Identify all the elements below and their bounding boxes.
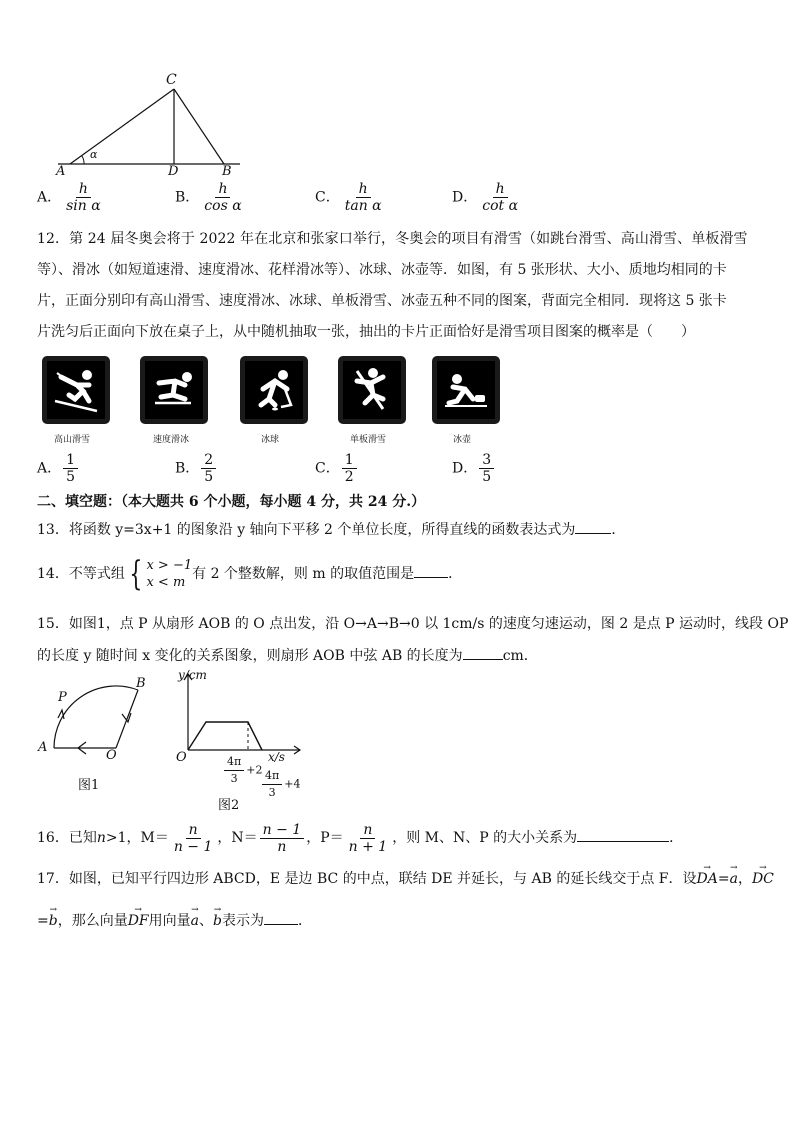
q12-c-den: 2 xyxy=(344,469,354,485)
speed-skating-icon xyxy=(145,361,203,419)
q11-option-a[interactable]: A． $\frac{h}{\text{sin α}}$ xyxy=(37,181,106,214)
fig2-x-label: x/s xyxy=(268,750,285,764)
q12-option-a[interactable]: A． $\frac{1}{5}$ xyxy=(37,452,80,485)
fig2-origin: O xyxy=(176,750,187,765)
n-fraction: $\frac{n - 1}{n}$ xyxy=(260,822,305,855)
card-curling xyxy=(432,356,500,424)
q12-b-den: 5 xyxy=(204,469,214,485)
vector-dc: → DC xyxy=(752,869,774,889)
card-ice-hockey xyxy=(240,356,308,424)
q14-row1: x > −1 xyxy=(146,558,193,573)
label-a: A xyxy=(56,164,66,179)
q11-c-num: h xyxy=(356,181,371,198)
card-snowboard xyxy=(338,356,406,424)
ice-hockey-icon xyxy=(245,361,303,419)
card-caption-speed: 速度滑冰 xyxy=(152,435,189,445)
card-alpine-skiing xyxy=(42,356,110,424)
q17-line-1: 17．如图，已知平行四边形 ABCD，E 是边 BC 的中点，联结 DE 并延长，与 AB 的延长线交于点 F．设→ DA=→ a，→ DC xyxy=(37,869,774,889)
q12-option-b[interactable]: B． $\frac{2}{5}$ xyxy=(175,452,218,485)
label-alpha: α xyxy=(90,148,98,161)
section-heading: 二、填空题：（本大题共 6 个小题，每小题 4 分，共 24 分.） xyxy=(37,494,426,510)
q12-d-num: 3 xyxy=(479,452,494,469)
snowboard-icon xyxy=(343,361,401,419)
label-d: D xyxy=(168,164,179,179)
card-speed-skating xyxy=(140,356,208,424)
q12-option-c[interactable]: C． $\frac{1}{2}$ xyxy=(315,452,359,485)
card-caption-hockey: 冰球 xyxy=(260,435,279,445)
q12-line-2: 等）、滑冰（如短道速滑、速度滑冰、花样滑冰等）、冰球、冰壶等．如图，有 5 张形状、大小、质地均相同的卡 xyxy=(37,262,727,278)
fig2-tick-1: $\frac{4\pi}{3}$ +2 xyxy=(222,754,262,787)
curling-icon xyxy=(437,361,495,419)
q11-d-num: h xyxy=(493,181,508,198)
q11-b-den: cos α xyxy=(204,198,242,214)
q14-answer-blank[interactable] xyxy=(414,563,448,578)
q15-line-2: 的长度 y 随时间 x 变化的关系图象，则扇形 AOB 中弦 AB 的长度为 cm． xyxy=(37,645,538,666)
q17-line-2: =→ b，那么向量→ DF用向量→ a、→ b表示为 ． xyxy=(37,910,312,931)
label-b: B xyxy=(222,164,232,179)
q12-d-den: 5 xyxy=(482,469,492,485)
fig1-label-b: B xyxy=(136,676,146,691)
q11-a-den: sin α xyxy=(66,198,101,214)
q13: 13．将函数 y=3x+1 的图象沿 y 轴向下平移 2 个单位长度，所得直线的函数表达式为 ． xyxy=(37,519,625,540)
q16: 16．已知n>1，M＝ $\frac{n}{n - 1}$ ，N＝ $\frac{n - 1}{n}$ ，P＝ $\frac{n}{n + 1}$ ，则 M、N、P 的大小关系为 ． xyxy=(37,821,684,855)
figure-1-sector xyxy=(36,676,156,794)
vector-b: → b xyxy=(49,911,58,931)
label-c: C xyxy=(166,72,177,88)
time-distance-graph xyxy=(160,668,310,763)
q12-b-num: 2 xyxy=(201,452,216,469)
fig2-y-label: y/cm xyxy=(178,668,207,682)
card-caption-curling: 冰壶 xyxy=(452,435,471,445)
q11-a-num: h xyxy=(76,181,91,198)
fig1-caption: 图1 xyxy=(78,778,100,793)
q13-text: 13．将函数 y=3x+1 的图象沿 y 轴向下平移 2 个单位长度，所得直线的函数表达式为 xyxy=(37,522,576,538)
q11-c-den: tan α xyxy=(344,198,382,214)
triangle-diagram xyxy=(50,72,250,182)
q11-b-num: h xyxy=(215,181,230,198)
fig2-tick-2: $\frac{4\pi}{3}$ +4 xyxy=(260,768,300,801)
q12-option-d[interactable]: D． $\frac{3}{5}$ xyxy=(452,452,496,485)
card-caption-snowboard: 单板滑雪 xyxy=(349,435,386,445)
alpine-skiing-icon xyxy=(47,361,105,419)
q12-a-num: 1 xyxy=(63,452,78,469)
inequality-system: { x > −1 x < m xyxy=(129,554,193,594)
triangle-figure xyxy=(50,72,250,182)
fig1-label-o: O xyxy=(106,748,117,763)
q11-option-c[interactable]: C． $\frac{h}{\text{tan α}}$ xyxy=(315,181,387,214)
q15-answer-blank[interactable] xyxy=(463,645,503,660)
q11-option-d[interactable]: D． $\frac{h}{\text{cot α}}$ xyxy=(452,181,523,214)
card-caption-alpine: 高山滑雪 xyxy=(53,435,90,445)
q15-line-1: 15．如图1，点 P 从扇形 AOB 的 O 点出发，沿 O→A→B→0 以 1cm/s 的速度匀速运动，图 2 是点 P 运动时，线段 OP xyxy=(37,616,789,632)
figure-2-graph xyxy=(160,668,310,813)
m-fraction: $\frac{n}{n - 1}$ xyxy=(173,821,213,855)
q14: 14．不等式组 { x > −1 x < m 有 2 个整数解，则 m 的取值范围是 ． xyxy=(37,554,463,594)
vector-a: → a xyxy=(730,869,738,889)
q16-answer-blank[interactable] xyxy=(577,827,669,842)
q12-line-1: 12．第 24 届冬奥会将于 2022 年在北京和张家口举行，冬奥会的项目有滑雪（如跳台滑雪、高山滑雪、单板滑雪 xyxy=(37,231,748,247)
fig1-label-a: A xyxy=(38,740,48,755)
q12-line-4: 片洗匀后正面向下放在桌子上，从中随机抽取一张，抽出的卡片正面恰好是滑雪项目图案的概率是（ ） xyxy=(37,324,695,340)
vector-a-2: → a xyxy=(191,911,199,931)
q13-answer-blank[interactable] xyxy=(575,519,611,534)
vector-b-2: → b xyxy=(213,911,222,931)
q17-answer-blank[interactable] xyxy=(264,910,298,925)
q14-suffix: 有 2 个整数解，则 m 的取值范围是 xyxy=(192,566,415,582)
q14-row2: x < m xyxy=(146,575,186,590)
q11-option-b[interactable]: B． $\frac{h}{\text{cos α}}$ xyxy=(175,181,247,214)
vector-df: → DF xyxy=(128,911,149,931)
q12-a-den: 5 xyxy=(66,469,76,485)
q14-prefix: 14．不等式组 xyxy=(37,566,125,582)
fig2-caption: 图2 xyxy=(218,798,240,813)
vector-da: → DA xyxy=(697,869,718,889)
fig1-label-p: P xyxy=(58,690,67,705)
q12-line-3: 片，正面分别印有高山滑雪、速度滑冰、冰球、单板滑雪、冰壶五种不同的图案，背面完全相同．现将这 5 张卡 xyxy=(37,293,727,309)
p-fraction: $\frac{n}{n + 1}$ xyxy=(348,821,388,855)
q12-c-num: 1 xyxy=(342,452,357,469)
q11-d-den: cot α xyxy=(482,198,519,214)
